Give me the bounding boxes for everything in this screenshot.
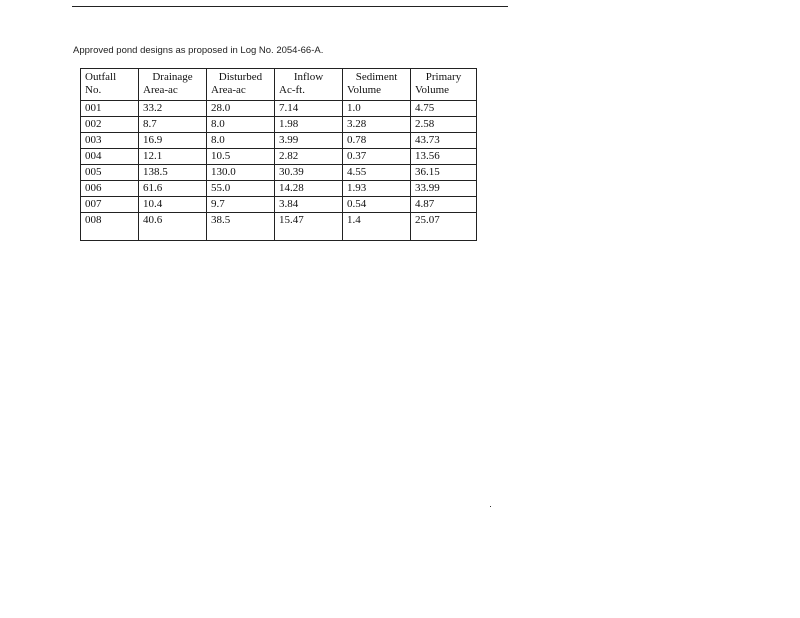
cell-sediment-volume: 1.93 [343, 181, 411, 197]
header-outfall [81, 69, 139, 101]
cell-inflow: 7.14 [275, 101, 343, 117]
cell-drainage-area: 33.2 [139, 101, 207, 117]
header-primary-volume [411, 69, 477, 101]
cell-sediment-volume: 1.0 [343, 101, 411, 117]
cell-outfall: 001 [81, 101, 139, 117]
table-header-row [81, 69, 477, 101]
cell-disturbed-area: 38.5 [207, 213, 275, 241]
header-line2: Ac-ft. [279, 84, 305, 96]
header-line2: Volume [347, 84, 382, 96]
cell-drainage-area: 12.1 [139, 149, 207, 165]
header-line1: Inflow [293, 71, 324, 83]
pond-design-table [80, 68, 477, 241]
cell-sediment-volume: 0.37 [343, 149, 411, 165]
header-line1: Drainage [152, 71, 193, 83]
header-drainage-area [139, 69, 207, 101]
header-line1: Outfall [85, 71, 117, 83]
header-sediment-volume [343, 69, 411, 101]
cell-outfall: 006 [81, 181, 139, 197]
cell-primary-volume: 13.56 [411, 149, 477, 165]
header-line1: Primary [425, 71, 462, 83]
cell-primary-volume: 36.15 [411, 165, 477, 181]
cell-disturbed-area: 55.0 [207, 181, 275, 197]
header-line1: Disturbed [218, 71, 263, 83]
cell-inflow: 3.99 [275, 133, 343, 149]
cell-sediment-volume: 0.54 [343, 197, 411, 213]
cell-disturbed-area: 28.0 [207, 101, 275, 117]
cell-inflow: 15.47 [275, 213, 343, 241]
cell-primary-volume: 33.99 [411, 181, 477, 197]
cell-outfall: 005 [81, 165, 139, 181]
table-row [81, 197, 477, 213]
cell-primary-volume: 4.87 [411, 197, 477, 213]
header-disturbed-area [207, 69, 275, 101]
header-line2: No. [85, 84, 102, 96]
cell-primary-volume: 25.07 [411, 213, 477, 241]
table-row [81, 133, 477, 149]
table-row [81, 149, 477, 165]
header-line1: Sediment [355, 71, 398, 83]
cell-inflow: 30.39 [275, 165, 343, 181]
header-line2: Volume [415, 84, 450, 96]
cell-sediment-volume: 4.55 [343, 165, 411, 181]
cell-sediment-volume: 3.28 [343, 117, 411, 133]
table-row [81, 101, 477, 117]
cell-disturbed-area: 10.5 [207, 149, 275, 165]
header-line2: Area-ac [211, 84, 246, 96]
cell-drainage-area: 40.6 [139, 213, 207, 241]
cell-drainage-area: 61.6 [139, 181, 207, 197]
cell-disturbed-area: 9.7 [207, 197, 275, 213]
cell-outfall: 004 [81, 149, 139, 165]
header-inflow [275, 69, 343, 101]
table-row [81, 181, 477, 197]
cell-inflow: 2.82 [275, 149, 343, 165]
table-caption: Approved pond designs as proposed in Log No. 2054-66-A. [73, 45, 324, 56]
cell-inflow: 1.98 [275, 117, 343, 133]
cell-disturbed-area: 8.0 [207, 117, 275, 133]
cell-outfall: 003 [81, 133, 139, 149]
table-row [81, 165, 477, 181]
cell-disturbed-area: 8.0 [207, 133, 275, 149]
table-row [81, 213, 477, 241]
cell-outfall: 002 [81, 117, 139, 133]
cell-drainage-area: 8.7 [139, 117, 207, 133]
cell-outfall: 007 [81, 197, 139, 213]
header-line2: Area-ac [143, 84, 178, 96]
cell-sediment-volume: 1.4 [343, 213, 411, 241]
cell-inflow: 14.28 [275, 181, 343, 197]
cell-outfall: 008 [81, 213, 139, 241]
cell-drainage-area: 10.4 [139, 197, 207, 213]
cell-primary-volume: 43.73 [411, 133, 477, 149]
table-row [81, 117, 477, 133]
cell-primary-volume: 2.58 [411, 117, 477, 133]
top-rule [72, 6, 508, 7]
cell-drainage-area: 16.9 [139, 133, 207, 149]
cell-primary-volume: 4.75 [411, 101, 477, 117]
cell-disturbed-area: 130.0 [207, 165, 275, 181]
cell-sediment-volume: 0.78 [343, 133, 411, 149]
scan-speck [490, 506, 491, 507]
cell-drainage-area: 138.5 [139, 165, 207, 181]
cell-inflow: 3.84 [275, 197, 343, 213]
